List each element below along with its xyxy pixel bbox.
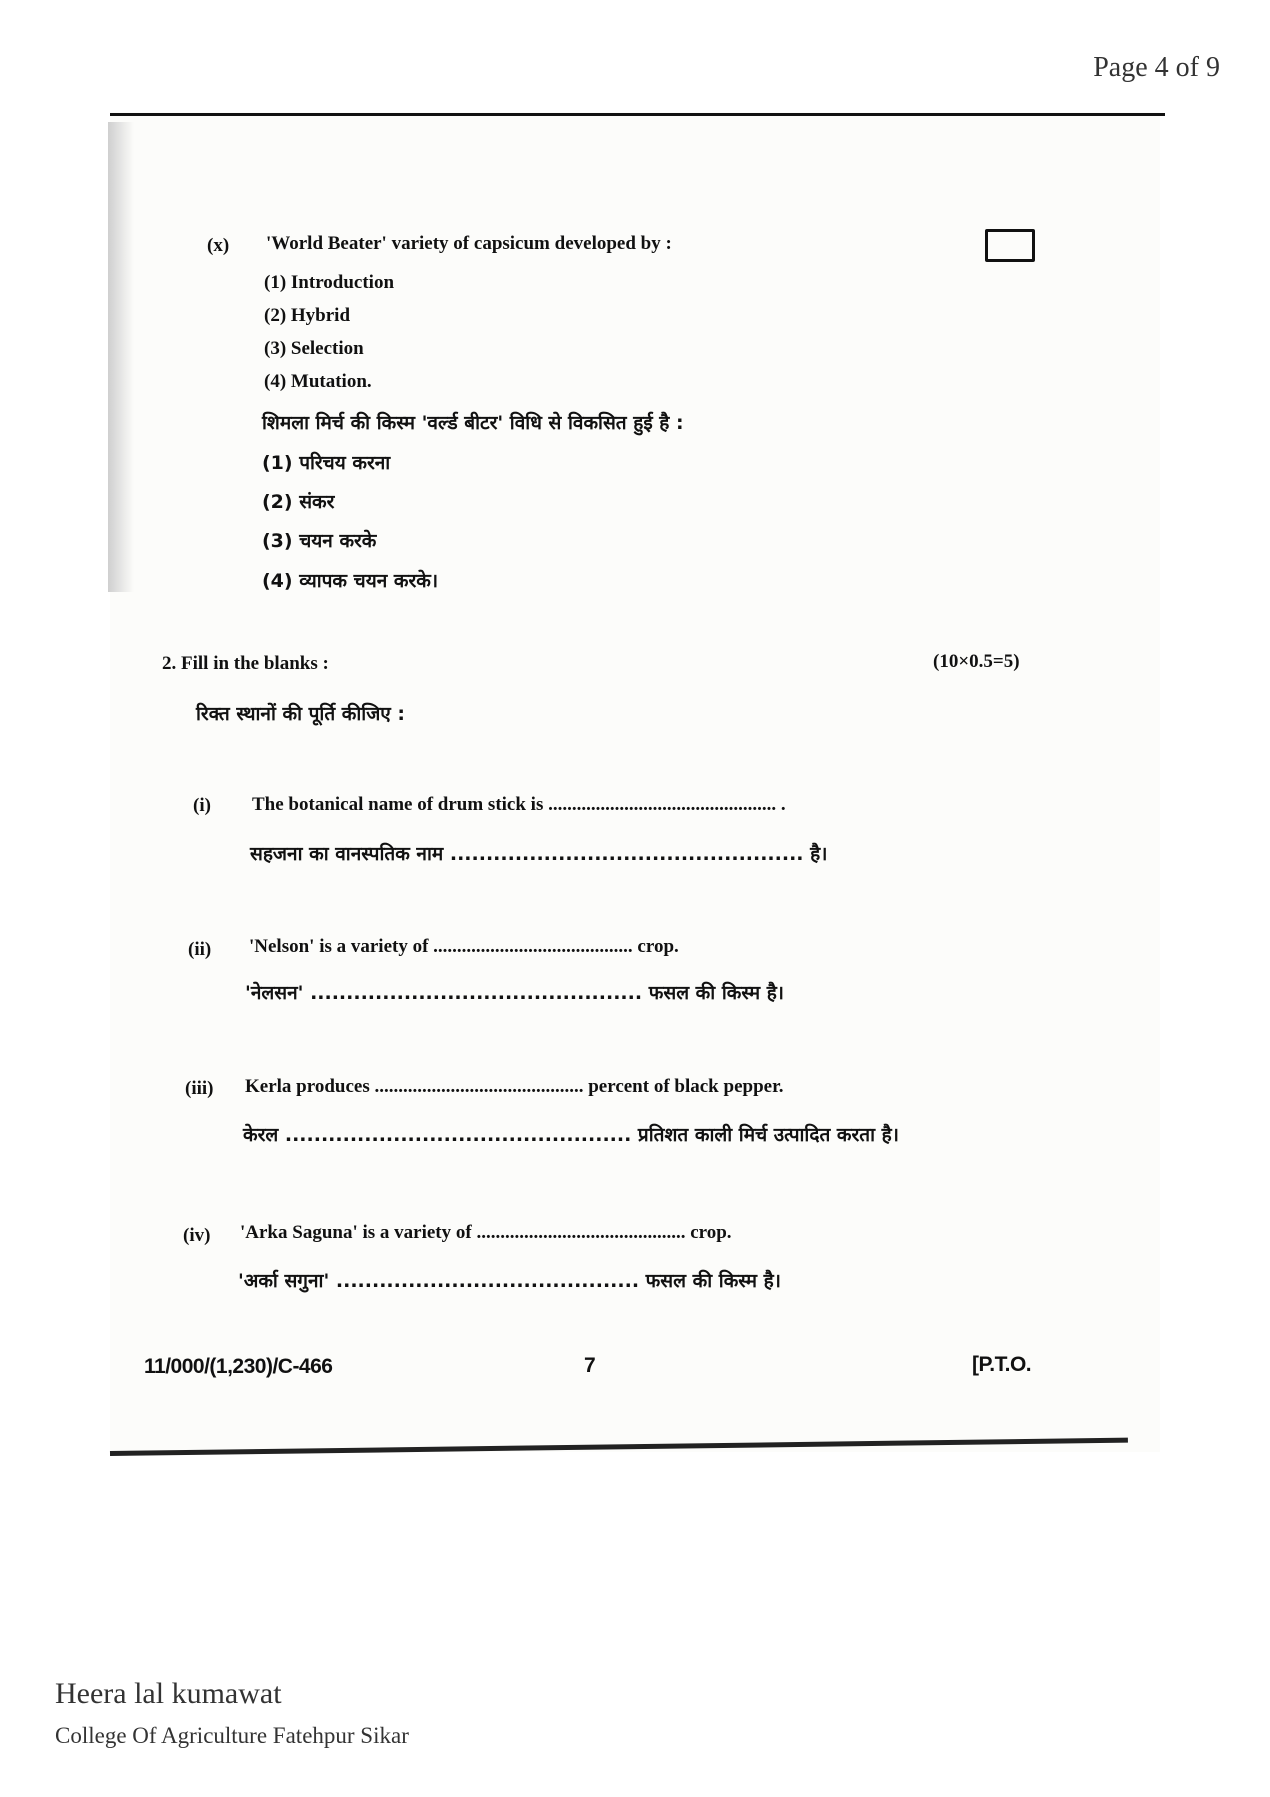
footer-paper-code: 11/000/(1,230)/C-466 xyxy=(144,1355,333,1378)
hindi-option-4: (4) व्यापक चयन करके। xyxy=(262,570,439,592)
author-college: College Of Agriculture Fatehpur Sikar xyxy=(55,1723,409,1748)
blank-ii-hindi: 'नेलसन' .............................................. फसल की किस्म है। xyxy=(245,982,784,1004)
option-4: (4) Mutation. xyxy=(264,371,372,392)
blank-iv-hindi: 'अर्का सगुना' .......................................... फसल की किस्म है। xyxy=(238,1270,781,1292)
blank-iii-hindi: केरल ................................................ प्रतिशत काली मिर्च उत्पादित करता है। xyxy=(243,1124,899,1146)
author-name: Heera lal kumawat xyxy=(55,1677,282,1710)
blank-i-number: (i) xyxy=(193,795,211,816)
blank-iii-number: (iii) xyxy=(185,1078,214,1099)
answer-box xyxy=(985,229,1035,262)
scan-edge-shadow xyxy=(108,122,134,592)
hindi-option-2: (2) संकर xyxy=(262,491,335,513)
blank-i-hindi: सहजना का वानस्पतिक नाम ................................................. है। xyxy=(250,843,828,865)
footer-pto: [P.T.O. xyxy=(972,1353,1032,1376)
top-rule xyxy=(110,113,1165,116)
option-1: (1) Introduction xyxy=(264,272,395,293)
footer-page-number: 7 xyxy=(584,1354,596,1377)
blank-i-text: The botanical name of drum stick is ................................................ . xyxy=(252,794,786,815)
question-x-hindi: शिमला मिर्च की किस्म 'वर्ल्ड बीटर' विधि से विकसित हुई है : xyxy=(262,412,684,434)
page-label: Page 4 of 9 xyxy=(1093,52,1220,83)
blank-ii-text: 'Nelson' is a variety of .......................................... crop. xyxy=(249,936,679,957)
hindi-option-1: (1) परिचय करना xyxy=(262,452,391,474)
blank-ii-number: (ii) xyxy=(188,939,212,960)
hindi-option-3: (3) चयन करके xyxy=(262,530,377,552)
section-2-hindi-heading: रिक्त स्थानों की पूर्ति कीजिए : xyxy=(196,703,406,725)
blank-iv-text: 'Arka Saguna' is a variety of ............................................ crop. xyxy=(240,1222,732,1243)
question-x-number: (x) xyxy=(207,235,230,256)
question-x-text: 'World Beater' variety of capsicum developed by : xyxy=(266,233,672,254)
blank-iv-number: (iv) xyxy=(183,1225,211,1246)
section-2-marks: (10×0.5=5) xyxy=(933,651,1020,672)
option-2: (2) Hybrid xyxy=(264,305,351,326)
section-2-heading: 2. Fill in the blanks : xyxy=(162,653,329,674)
option-3: (3) Selection xyxy=(264,338,364,359)
blank-iii-text: Kerla produces ............................................ percent of black pepper. xyxy=(245,1076,784,1097)
